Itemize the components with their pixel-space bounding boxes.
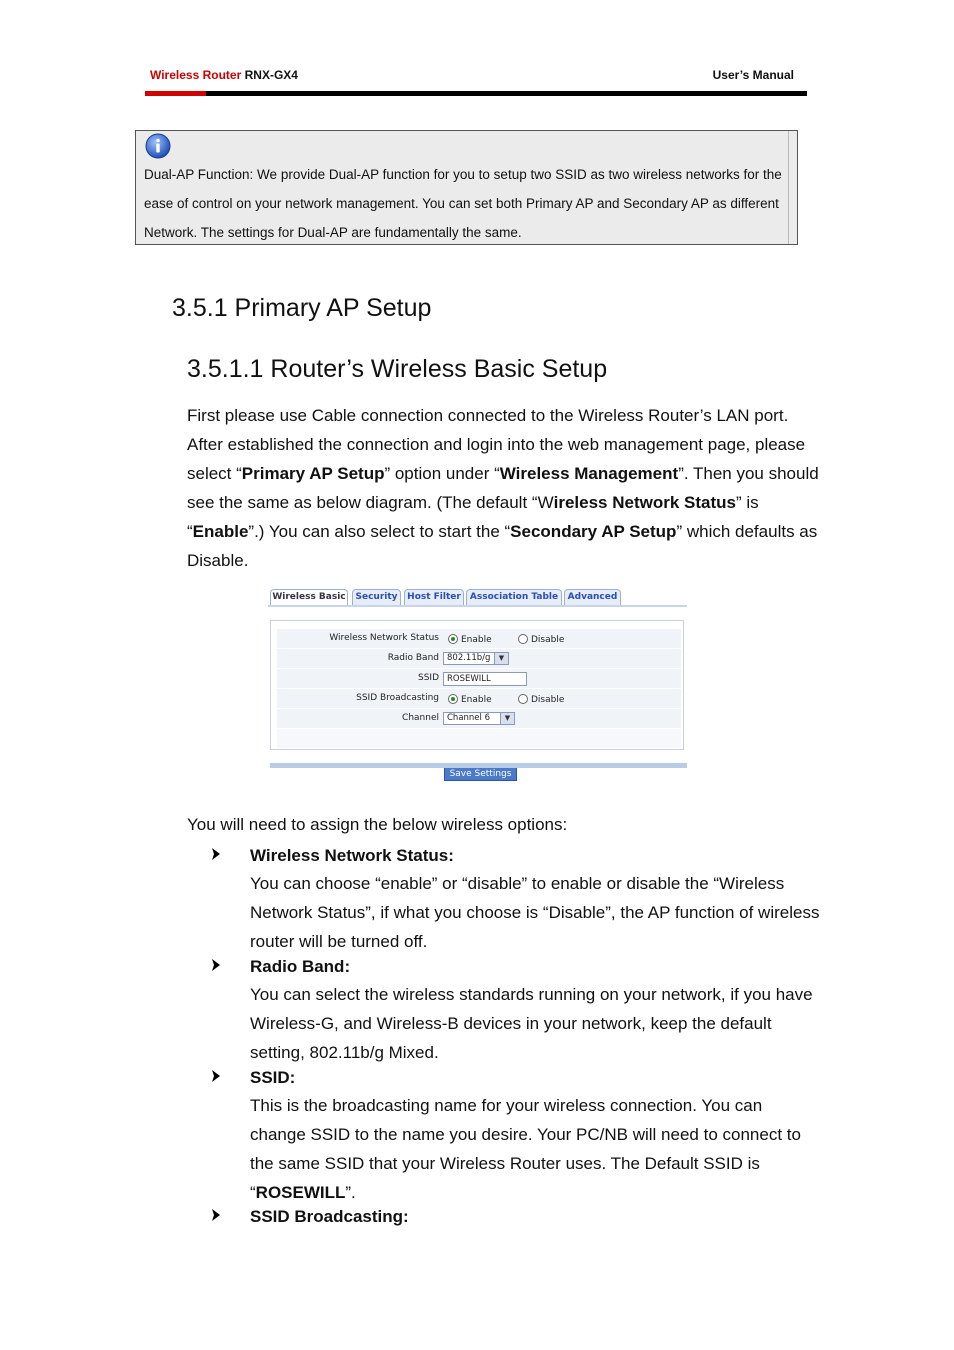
- options-intro: You will need to assign the below wireless options:: [187, 815, 568, 834]
- option-body-text: ”.: [345, 1183, 356, 1202]
- arrow-bullet-icon: [210, 846, 222, 862]
- intro-bold: ireless Network Status: [553, 493, 736, 512]
- ssid-broadcast-options: [443, 689, 681, 708]
- intro-paragraph: [187, 401, 827, 575]
- status-disable-label: Disable: [531, 635, 565, 645]
- intro-bold: Wireless Management: [499, 464, 679, 483]
- radio-band-label: Radio Band: [387, 653, 439, 663]
- broadcast-enable-radio[interactable]: [448, 694, 458, 704]
- tab-advanced[interactable]: Advanced: [564, 589, 621, 605]
- tab-underline: [268, 605, 687, 607]
- subsection-heading: 3.5.1.1 Router’s Wireless Basic Setup: [187, 355, 608, 383]
- channel-value: Channel 6: [447, 713, 491, 723]
- running-header-title: [150, 68, 298, 82]
- intro-text: ”. Then you should see the same as below diagram. (The default “W: [187, 464, 819, 512]
- header-rule: [145, 91, 807, 96]
- channel-select[interactable]: [443, 712, 515, 725]
- settings-panel: [270, 620, 684, 779]
- channel-cell: [443, 709, 681, 728]
- settings-table: [277, 629, 681, 749]
- intro-bold: Primary AP Setup: [241, 464, 385, 483]
- arrow-bullet-icon: [210, 957, 222, 973]
- intro-text: ”.) You can also select to start the “: [248, 522, 511, 541]
- broadcast-disable-radio[interactable]: [518, 694, 528, 704]
- header-rule-accent: [145, 91, 206, 96]
- row-channel: [277, 709, 681, 729]
- tab-host-filter[interactable]: Host Filter: [404, 589, 464, 605]
- option-body: You can choose “enable” or “disable” to enable or disable the “Wireless Network Status”, if what you choose is “Disable”, the AP function of wireless router will be turned off.: [250, 874, 820, 951]
- broadcast-disable-label: Disable: [531, 695, 565, 705]
- intro-text: First please use Cable connection connected to the Wireless Router’s LAN port. After established the connection and login into the web management page, please select “: [187, 406, 806, 483]
- intro-text: ” is “: [187, 493, 759, 541]
- row-wireless-status: [277, 629, 681, 649]
- status-enable-label: Enable: [461, 635, 492, 645]
- intro-bold: Enable: [192, 522, 249, 541]
- tab-association-table[interactable]: Association Table: [466, 589, 562, 605]
- option-title: Radio Band:: [250, 957, 351, 976]
- chevron-down-icon: ▼: [494, 653, 508, 664]
- tab-wireless-basic[interactable]: Wireless Basic: [270, 589, 348, 605]
- radio-band-value: 802.11b/g: [447, 653, 491, 663]
- broadcast-enable-label: Enable: [461, 695, 492, 705]
- info-icon: [145, 133, 171, 159]
- status-disable-radio[interactable]: [518, 634, 528, 644]
- manual-label: User’s Manual: [712, 68, 794, 82]
- chevron-down-icon: ▼: [500, 713, 514, 724]
- row-ssid: [277, 669, 681, 689]
- router-settings-screenshot: [268, 586, 687, 779]
- row-spacer: [277, 729, 681, 749]
- panel-bottom-bar: [270, 763, 687, 768]
- brand-text: Wireless Router: [150, 68, 242, 82]
- option-title: SSID:: [250, 1068, 296, 1087]
- row-radio-band: [277, 649, 681, 669]
- arrow-bullet-icon: [210, 1207, 222, 1223]
- arrow-bullet-icon: [210, 1068, 222, 1084]
- row-ssid-broadcasting: [277, 689, 681, 709]
- section-heading: 3.5.1 Primary AP Setup: [172, 294, 432, 322]
- option-title: Wireless Network Status:: [250, 846, 454, 865]
- note-text: Dual-AP Function: We provide Dual-AP function for you to setup two SSID as two wireless networks for the ease of control on your network management. You can set both Primary AP and Secondary AP as different Network. The settings for Dual-AP are fundamentally the same.: [144, 167, 782, 240]
- status-enable-radio[interactable]: [448, 634, 458, 644]
- wireless-status-options: [443, 629, 681, 648]
- option-body: [250, 1091, 820, 1207]
- ssid-broadcast-label: SSID Broadcasting: [356, 693, 439, 703]
- radio-band-select[interactable]: [443, 652, 509, 665]
- option-body: You can select the wireless standards running on your network, if you have Wireless-G, and Wireless-B devices in your network, keep the default setting, 802.11b/g Mixed.: [250, 985, 813, 1062]
- channel-label: Channel: [402, 713, 439, 723]
- intro-bold: Secondary AP Setup: [510, 522, 677, 541]
- option-title: SSID Broadcasting:: [250, 1207, 409, 1226]
- save-settings-button[interactable]: Save Settings: [444, 765, 517, 781]
- intro-text: ” option under “: [384, 464, 500, 483]
- ssid-input[interactable]: ROSEWILL: [443, 672, 527, 686]
- ssid-cell: [443, 669, 681, 688]
- info-note-box: [135, 130, 798, 245]
- wireless-status-label: Wireless Network Status: [329, 633, 439, 643]
- ssid-label: SSID: [417, 673, 439, 683]
- default-ssid: ROSEWILL: [255, 1183, 346, 1202]
- option-body-text: This is the broadcasting name for your wireless connection. You can change SSID to the name you desire. Your PC/NB will need to connect to the same SSID that your Wireless Router uses. The Default SSID is “: [250, 1096, 801, 1202]
- model-text: RNX-GX4: [244, 68, 298, 82]
- tab-security[interactable]: Security: [352, 589, 401, 605]
- intro-text: ” which defaults as Disable.: [187, 522, 818, 570]
- radio-band-cell: [443, 649, 681, 668]
